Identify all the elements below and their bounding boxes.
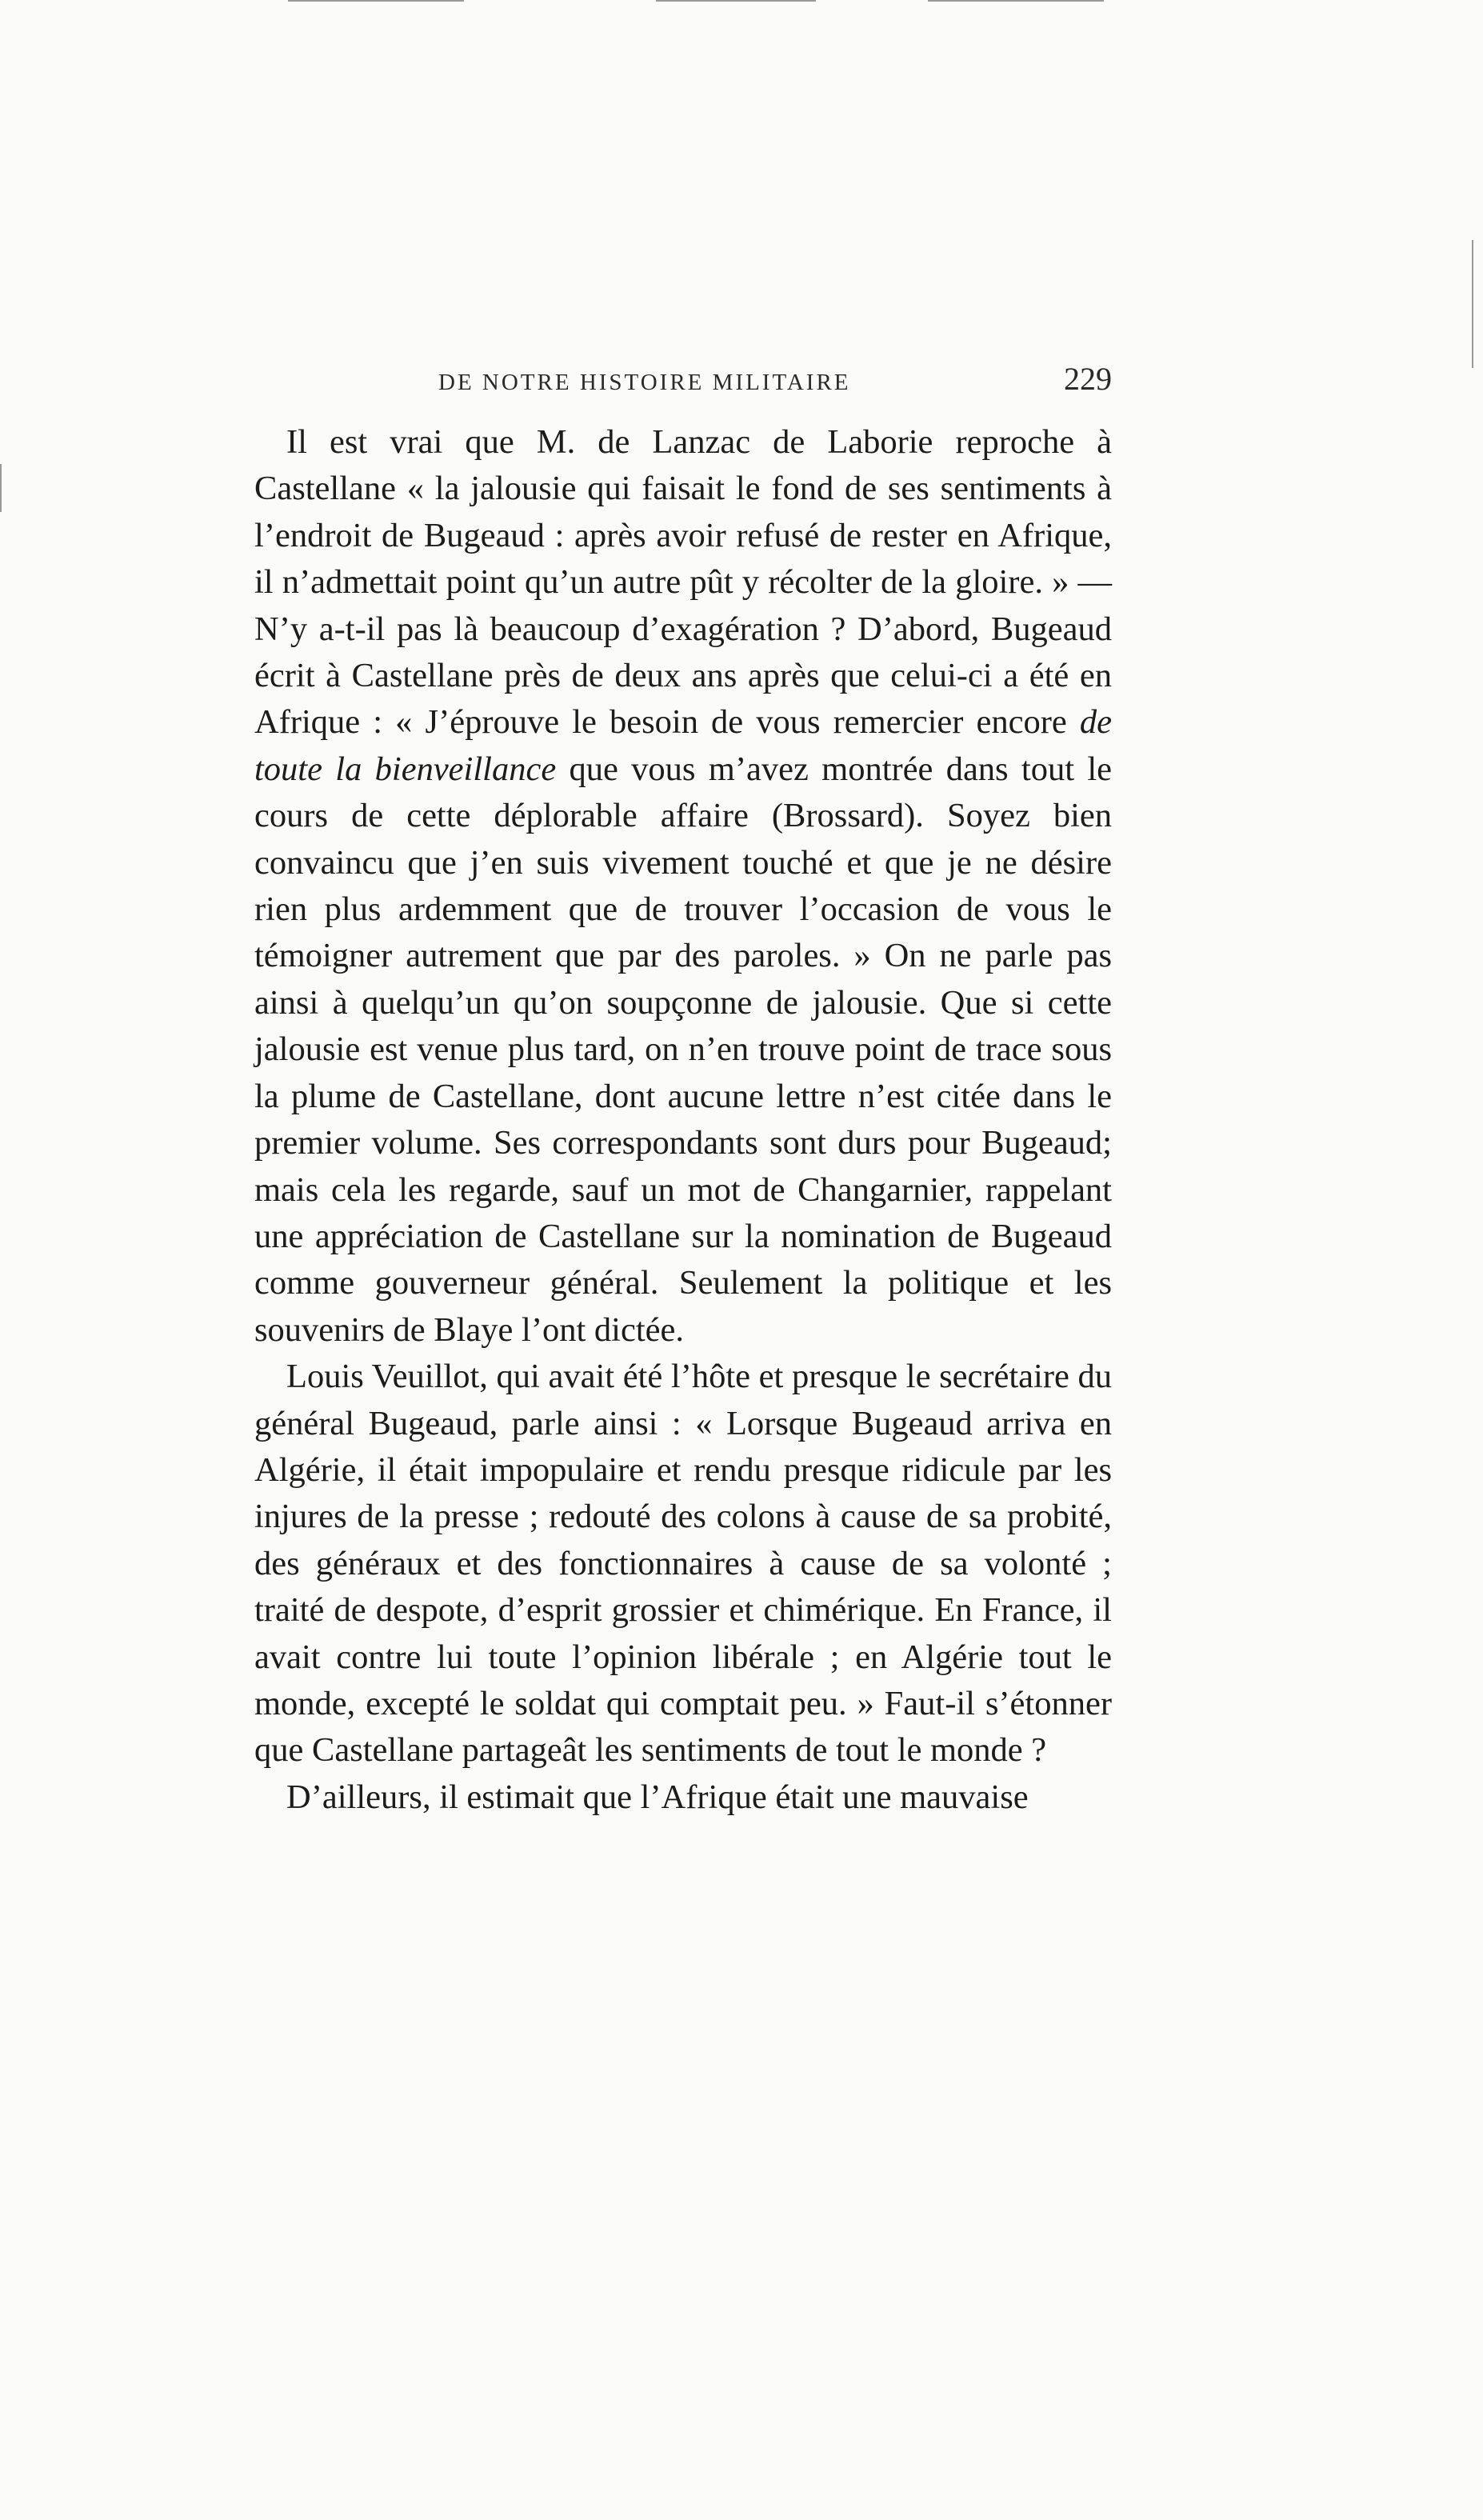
scan-edge-mark bbox=[0, 464, 2, 512]
scan-edge-mark bbox=[1472, 240, 1473, 368]
scan-edge-mark bbox=[288, 0, 464, 2]
running-header bbox=[254, 352, 1112, 419]
page-number: 229 bbox=[1064, 361, 1112, 397]
running-title: DE NOTRE HISTOIRE MILITAIRE bbox=[438, 370, 851, 395]
paragraph-2: Louis Veuillot, qui avait été l’hôte et presque le secrétaire du général Bugeaud, parle ainsi : « Lorsque Bugeaud arriva en Algérie, il était impopulaire et rendu presque ridicule par les injures de la presse ; redouté des colons à cause de sa probité, des généraux et des fonctionnaires à cause de sa volonté ; traité de despote, d’esprit grossier et chimérique. En France, il avait contre lui toute l’opinion libérale ; en Algérie tout le monde, excepté le soldat qui comptait peu. » Faut-il s’étonner que Castellane partageât les sentiments de tout le monde ? bbox=[254, 1358, 1112, 1770]
paragraph-1 bbox=[254, 419, 1112, 1354]
paragraph-3: D’ailleurs, il estimait que l’Afrique était une mauvaise bbox=[286, 1778, 1029, 1816]
paragraph-1-italic: de toute la bienveillance bbox=[254, 703, 1112, 788]
paragraph-1-text-a: Il est vrai que M. de Lanzac de Laborie reproche à Castellane « la jalousie qui faisait le fond de ses sentiments à l’endroit de Bugeaud : après avoir refusé de rester en Afrique, il n’admettait point qu’un autre pût y récolter de la gloire. » — N’y a-t-il pas là beaucoup d’exagération ? D’abord, Bugeaud écrit à Castellane près de deux ans après que celui-ci a été en Afrique : « J’éprouve le besoin de vous remercier encore bbox=[254, 423, 1112, 742]
paragraph-1-text-b: que vous m’avez montrée dans tout le cours de cette déplorable affaire (Brossard). Soyez bien convaincu que j’en suis vivement touché et que je ne désire rien plus ardemment que de trouver l’occasion de vous le témoigner autrement que par des paroles. » On ne parle pas ainsi à quelqu’un qu’on soupçonne de jalousie. Que si cette jalousie est venue plus tard, on n’en trouve point de trace sous la plume de Castellane, dont aucune lettre n’est citée dans le premier volume. Ses correspondants sont durs pour Bugeaud; mais cela les regarde, sauf un mot de Changarnier, rappelant une appréciation de Castellane sur la nomination de Bugeaud comme gouverneur général. Seulement la politique et les souvenirs de Blaye l’ont dictée. bbox=[254, 750, 1112, 1349]
scan-edge-mark bbox=[656, 0, 816, 2]
book-page bbox=[254, 352, 1112, 1821]
scan-edge-mark bbox=[928, 0, 1104, 2]
